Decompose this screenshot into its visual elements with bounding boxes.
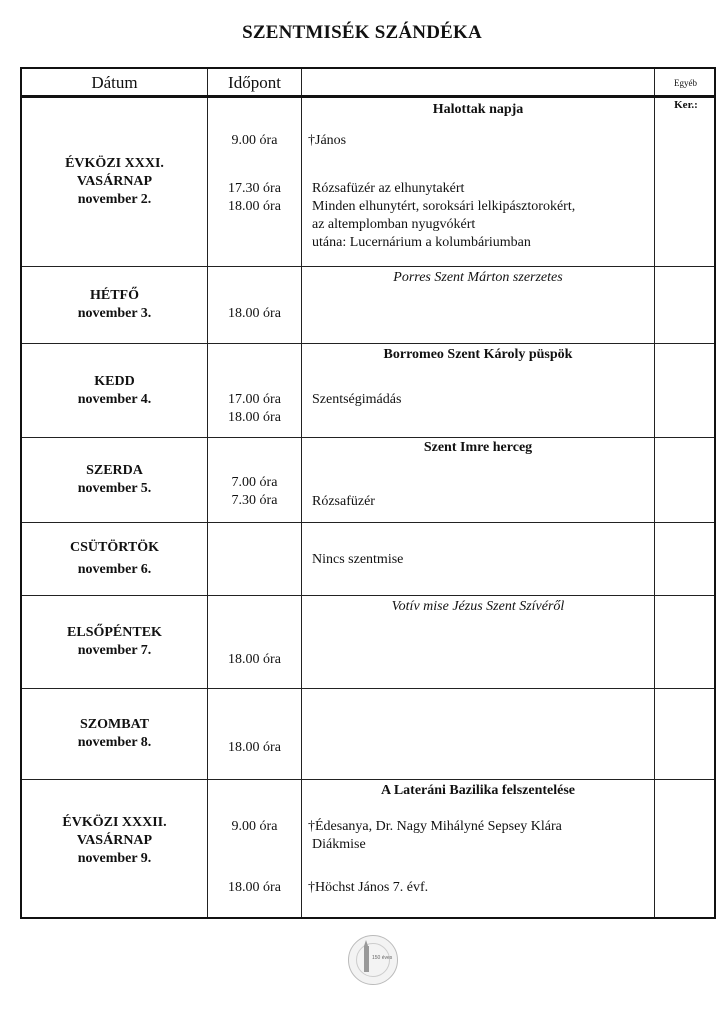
table-row: [22, 98, 714, 266]
day-cell: [22, 438, 207, 522]
intention-text: Szentségimádás: [312, 392, 402, 407]
schedule-table: [20, 67, 716, 919]
mass-time: 7.30 óra: [231, 493, 278, 508]
mass-time: 18.00 óra: [228, 652, 281, 667]
page-title: SZENTMISÉK SZÁNDÉKA: [242, 22, 482, 43]
parish-seal-logo: [348, 935, 398, 985]
day-date: november 3.: [77, 306, 152, 321]
day-date: november 7.: [77, 643, 152, 658]
mass-time: 9.00 óra: [231, 133, 278, 148]
table-row: [22, 780, 714, 917]
table-row: [22, 344, 714, 437]
intention-text: †Höchst János 7. évf.: [308, 880, 429, 895]
mass-time: 18.00 óra: [228, 880, 281, 895]
table-row: [22, 596, 714, 688]
church-tower-icon: [364, 946, 369, 972]
mass-time: 17.30 óra: [228, 181, 281, 196]
intention-text: Nincs szentmise: [312, 552, 404, 567]
day-name: ÉVKÖZI XXXII.: [62, 815, 167, 830]
table-row: [22, 267, 714, 343]
feast-title: Votív mise Jézus Szent Szívéről: [391, 599, 565, 614]
mass-time: 17.00 óra: [228, 392, 281, 407]
day-cell: [22, 596, 207, 688]
day-date: november 2.: [77, 192, 152, 207]
intention-text: Rózsafüzér: [312, 494, 375, 509]
feast-title: Szent Imre herceg: [423, 440, 533, 455]
mass-time: 18.00 óra: [228, 410, 281, 425]
day-name: CSÜTÖRTÖK: [70, 540, 159, 555]
feast-title: A Lateráni Bazilika felszentelése: [380, 783, 576, 798]
day-date: november 6.: [77, 562, 152, 577]
day-name: ÉVKÖZI XXXI.: [65, 156, 164, 171]
day-date: november 4.: [77, 391, 152, 407]
table-row: [22, 438, 714, 522]
table-row: [22, 523, 714, 595]
day-name: SZOMBAT: [80, 717, 149, 732]
day-name: KEDD: [94, 373, 135, 389]
day-name: ELSŐPÉNTEK: [67, 625, 162, 640]
header-date: Dátum: [91, 72, 138, 92]
header-other: Egyéb: [674, 77, 697, 88]
day-name: VASÁRNAP: [76, 174, 153, 189]
day-cell: [22, 523, 207, 595]
mass-time: 9.00 óra: [231, 819, 278, 834]
table-row: [22, 689, 714, 779]
mass-time: 7.00 óra: [231, 475, 278, 490]
intention-text: †Édesanya, Dr. Nagy Mihályné Sepsey Klára: [308, 819, 562, 834]
intention-text: Rózsafüzér az elhunytakért: [312, 181, 465, 196]
day-cell: [22, 689, 207, 779]
intention-text: az altemplomban nyugvókért: [312, 217, 476, 232]
day-date: november 9.: [77, 851, 152, 866]
day-cell: [22, 267, 207, 343]
feast-title: Halottak napja: [432, 102, 524, 117]
day-date: november 8.: [77, 735, 152, 750]
intention-text: Minden elhunytért, soroksári lelkipásztorokért,: [312, 199, 576, 214]
intention-text: utána: Lucernárium a kolumbáriumban: [312, 235, 531, 250]
day-cell: [22, 780, 207, 917]
header-time: Időpont: [228, 72, 281, 92]
day-date: november 5.: [77, 481, 152, 496]
day-cell: [22, 98, 207, 266]
day-cell: [22, 344, 207, 437]
feast-title: Borromeo Szent Károly püspök: [383, 347, 573, 362]
mass-time: 18.00 óra: [228, 740, 281, 755]
intention-text: †János: [308, 133, 347, 148]
mass-time: 18.00 óra: [228, 199, 281, 214]
day-name: VASÁRNAP: [76, 833, 153, 848]
intention-text: Diákmise: [312, 837, 366, 852]
day-name: SZERDA: [86, 463, 143, 478]
day-name: HÉTFŐ: [89, 288, 139, 303]
feast-title: Porres Szent Márton szerzetes: [393, 270, 563, 285]
ker-label: Ker.:: [674, 99, 698, 111]
mass-time: 18.00 óra: [228, 306, 281, 321]
seal-years: 150 éves: [372, 955, 393, 961]
